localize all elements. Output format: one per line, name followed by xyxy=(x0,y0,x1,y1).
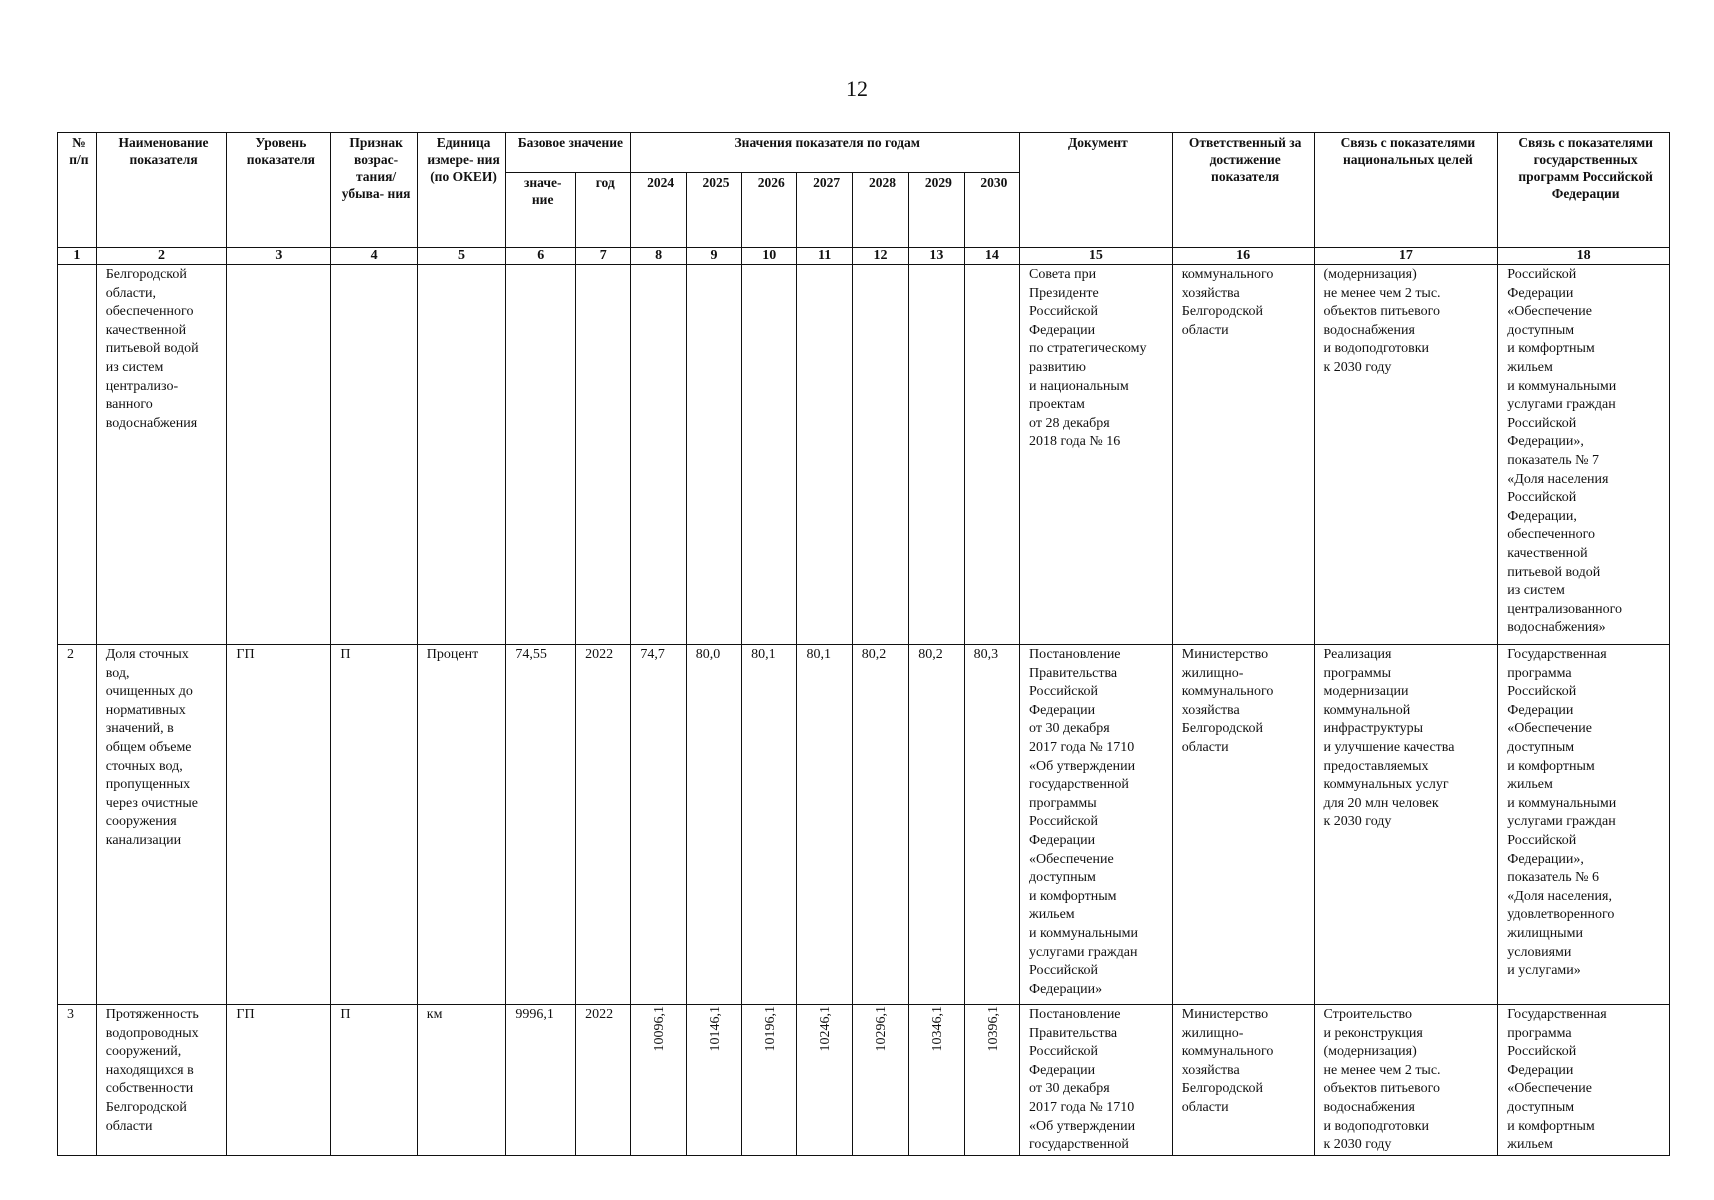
cell-year-value: 80,3 xyxy=(964,645,1019,1005)
column-number: 13 xyxy=(909,248,964,265)
column-number: 12 xyxy=(852,248,908,265)
header-base-year: год xyxy=(576,173,631,248)
column-number: 7 xyxy=(576,248,631,265)
year-value-text: 10246,1 xyxy=(818,1006,834,1052)
cell-name: Протяженность водопроводных сооружений, находящихся в собственности Белгородской области xyxy=(96,1005,227,1156)
cell-year-value xyxy=(909,1005,964,1156)
column-number: 16 xyxy=(1172,248,1314,265)
header-year: 2029 xyxy=(909,173,964,248)
header-name: Наименование показателя xyxy=(96,133,227,248)
cell-document: Постановление Правительства Российской Федерации от 30 декабря 2017 года № 1710 «Об утверждении государственной xyxy=(1020,1005,1173,1156)
header-unit: Единица измере- ния (по ОКЕИ) xyxy=(417,133,506,248)
cell-year-value xyxy=(797,1005,852,1156)
cell-year-value xyxy=(797,265,852,645)
header-year: 2027 xyxy=(797,173,852,248)
year-value-text: 10146,1 xyxy=(707,1006,723,1052)
table-row xyxy=(58,265,1670,645)
column-number: 1 xyxy=(58,248,97,265)
header-document: Документ xyxy=(1020,133,1173,248)
column-number: 5 xyxy=(417,248,506,265)
cell-unit: км xyxy=(417,1005,506,1156)
cell-sign: П xyxy=(331,645,417,1005)
cell-no: 2 xyxy=(58,645,97,1005)
cell-year-value xyxy=(852,265,908,645)
cell-document: Совета при Президенте Российской Федерации по стратегическому развитию и национальным проектам от 28 декабря 2018 года № 16 xyxy=(1020,265,1173,645)
cell-base-value xyxy=(506,265,576,645)
column-number: 8 xyxy=(631,248,686,265)
header-year: 2025 xyxy=(686,173,741,248)
column-number: 15 xyxy=(1020,248,1173,265)
cell-link-state: Российской Федерации «Обеспечение доступным и комфортным жильем и коммунальными услугами граждан Российской Федерации», показатель № 7 «Доля населения Российской Федерации, обеспеченного качественной питьевой водой из систем централизованного водоснабжения» xyxy=(1498,265,1670,645)
column-number: 6 xyxy=(506,248,576,265)
cell-base-value: 74,55 xyxy=(506,645,576,1005)
table-header xyxy=(58,133,1670,248)
cell-year-value xyxy=(686,1005,741,1156)
cell-year-value xyxy=(964,265,1019,645)
cell-year-value xyxy=(631,1005,686,1156)
header-base-value: значе- ние xyxy=(506,173,576,248)
column-number-row xyxy=(58,248,1670,265)
year-value-text: 10196,1 xyxy=(762,1006,778,1052)
cell-level: ГП xyxy=(227,1005,331,1156)
column-number: 9 xyxy=(686,248,741,265)
header-years-group: Значения показателя по годам xyxy=(631,133,1020,173)
cell-year-value xyxy=(742,265,797,645)
cell-year-value xyxy=(742,1005,797,1156)
cell-responsible: коммунального хозяйства Белгородской области xyxy=(1172,265,1314,645)
cell-unit: Процент xyxy=(417,645,506,1005)
cell-year-value: 80,1 xyxy=(742,645,797,1005)
header-year: 2028 xyxy=(852,173,908,248)
table-row xyxy=(58,1005,1670,1156)
cell-link-state: Государственная программа Российской Федерации «Обеспечение доступным и комфортным жильем и коммунальными услугами граждан Российской Федерации», показатель № 6 «Доля населения, удовлетворенного жилищными условиями и услугами» xyxy=(1498,645,1670,1005)
header-year: 2030 xyxy=(964,173,1019,248)
cell-base-year xyxy=(576,265,631,645)
cell-year-value xyxy=(909,265,964,645)
cell-base-value: 9996,1 xyxy=(506,1005,576,1156)
cell-level xyxy=(227,265,331,645)
cell-link-national: (модернизация) не менее чем 2 тыс. объектов питьевого водоснабжения и водоподготовки к 2030 году xyxy=(1314,265,1498,645)
cell-no: 3 xyxy=(58,1005,97,1156)
column-number: 11 xyxy=(797,248,852,265)
year-value-text: 10096,1 xyxy=(652,1006,668,1052)
cell-year-value: 80,2 xyxy=(909,645,964,1005)
column-number: 10 xyxy=(742,248,797,265)
cell-name: Белгородской области, обеспеченного качественной питьевой водой из систем централизо- ванного водоснабжения xyxy=(96,265,227,645)
year-value-text: 10346,1 xyxy=(930,1006,946,1052)
cell-base-year: 2022 xyxy=(576,645,631,1005)
column-number: 4 xyxy=(331,248,417,265)
cell-sign: П xyxy=(331,1005,417,1156)
header-level: Уровень показателя xyxy=(227,133,331,248)
header-link-national: Связь с показателями национальных целей xyxy=(1314,133,1498,248)
cell-link-state: Государственная программа Российской Федерации «Обеспечение доступным и комфортным жильем xyxy=(1498,1005,1670,1156)
year-value-text: 10396,1 xyxy=(985,1006,1001,1052)
cell-year-value: 80,2 xyxy=(852,645,908,1005)
cell-year-value: 80,0 xyxy=(686,645,741,1005)
table-row xyxy=(58,645,1670,1005)
header-base: Базовое значение xyxy=(506,133,631,173)
cell-link-national: Реализация программы модернизации коммунальной инфраструктуры и улучшение качества предоставляемых коммунальных услуг для 20 млн человек к 2030 году xyxy=(1314,645,1498,1005)
cell-year-value xyxy=(852,1005,908,1156)
page-number: 12 xyxy=(846,76,868,101)
cell-name: Доля сточных вод, очищенных до нормативных значений, в общем объеме сточных вод, пропущенных через очистные сооружения канализации xyxy=(96,645,227,1005)
cell-year-value: 74,7 xyxy=(631,645,686,1005)
header-no: № п/п xyxy=(58,133,97,248)
cell-year-value: 80,1 xyxy=(797,645,852,1005)
column-number: 14 xyxy=(964,248,1019,265)
column-number: 17 xyxy=(1314,248,1498,265)
header-responsible: Ответственный за достижение показателя xyxy=(1172,133,1314,248)
header-year: 2026 xyxy=(742,173,797,248)
cell-responsible: Министерство жилищно- коммунального хозяйства Белгородской области xyxy=(1172,1005,1314,1156)
cell-document: Постановление Правительства Российской Федерации от 30 декабря 2017 года № 1710 «Об утверждении государственной программы Российской Федерации «Обеспечение доступным и комфортным жильем и коммунальными услугами граждан Российской Федерации» xyxy=(1020,645,1173,1005)
cell-year-value xyxy=(631,265,686,645)
cell-link-national: Строительство и реконструкция (модернизация) не менее чем 2 тыс. объектов питьевого водоснабжения и водоподготовки к 2030 году xyxy=(1314,1005,1498,1156)
column-number: 18 xyxy=(1498,248,1670,265)
cell-year-value xyxy=(964,1005,1019,1156)
year-value-text: 10296,1 xyxy=(874,1006,890,1052)
header-link-state: Связь с показателями государственных программ Российской Федерации xyxy=(1498,133,1670,248)
cell-sign xyxy=(331,265,417,645)
cell-responsible: Министерство жилищно- коммунального хозяйства Белгородской области xyxy=(1172,645,1314,1005)
cell-no xyxy=(58,265,97,645)
header-year: 2024 xyxy=(631,173,686,248)
cell-level: ГП xyxy=(227,645,331,1005)
cell-year-value xyxy=(686,265,741,645)
header-sign: Признак возрас- тания/ убыва- ния xyxy=(331,133,417,248)
cell-base-year: 2022 xyxy=(576,1005,631,1156)
cell-unit xyxy=(417,265,506,645)
column-number: 2 xyxy=(96,248,227,265)
column-number: 3 xyxy=(227,248,331,265)
indicators-table xyxy=(57,132,1670,1156)
